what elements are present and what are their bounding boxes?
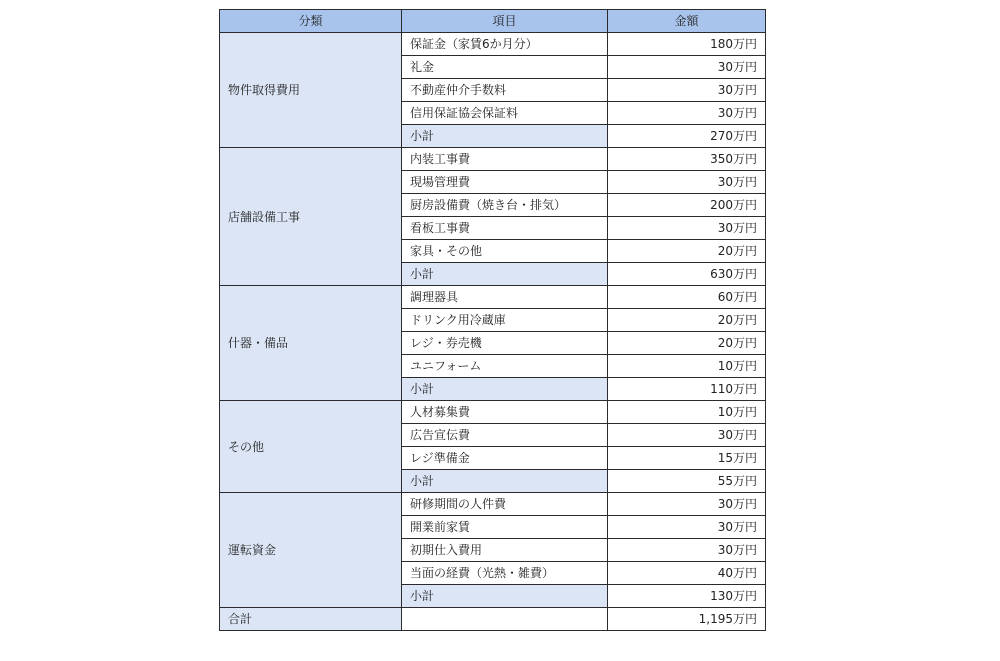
- item-cell: 礼金: [402, 56, 608, 79]
- amount-cell: 30万円: [608, 102, 766, 125]
- category-cell: 店舗設備工事: [220, 148, 402, 286]
- item-cell: ドリンク用冷蔵庫: [402, 309, 608, 332]
- amount-cell: 30万円: [608, 56, 766, 79]
- item-cell: 保証金（家賃6か月分）: [402, 33, 608, 56]
- item-cell: 家具・その他: [402, 240, 608, 263]
- item-cell: 広告宣伝費: [402, 424, 608, 447]
- subtotal-amount: 110万円: [608, 378, 766, 401]
- header-category: 分類: [220, 10, 402, 33]
- item-cell: レジ準備金: [402, 447, 608, 470]
- item-cell: 当面の経費（光熱・雑費）: [402, 562, 608, 585]
- amount-cell: 180万円: [608, 33, 766, 56]
- amount-cell: 20万円: [608, 309, 766, 332]
- table-row: [220, 401, 766, 424]
- subtotal-label: 小計: [402, 470, 608, 493]
- header-row: [220, 10, 766, 33]
- amount-cell: 60万円: [608, 286, 766, 309]
- item-cell: 人材募集費: [402, 401, 608, 424]
- subtotal-amount: 630万円: [608, 263, 766, 286]
- total-row: [220, 608, 766, 631]
- subtotal-label: 小計: [402, 263, 608, 286]
- subtotal-label: 小計: [402, 125, 608, 148]
- header-item: 項目: [402, 10, 608, 33]
- item-cell: 信用保証協会保証料: [402, 102, 608, 125]
- amount-cell: 15万円: [608, 447, 766, 470]
- total-amount: 1,195万円: [608, 608, 766, 631]
- amount-cell: 10万円: [608, 401, 766, 424]
- amount-cell: 30万円: [608, 493, 766, 516]
- amount-cell: 200万円: [608, 194, 766, 217]
- item-cell: ユニフォーム: [402, 355, 608, 378]
- header-amount: 金額: [608, 10, 766, 33]
- subtotal-label: 小計: [402, 378, 608, 401]
- subtotal-amount: 55万円: [608, 470, 766, 493]
- category-cell: 什器・備品: [220, 286, 402, 401]
- item-cell: 厨房設備費（焼き台・排気）: [402, 194, 608, 217]
- item-cell: 看板工事費: [402, 217, 608, 240]
- item-cell: 現場管理費: [402, 171, 608, 194]
- amount-cell: 30万円: [608, 171, 766, 194]
- amount-cell: 350万円: [608, 148, 766, 171]
- table-row: [220, 33, 766, 56]
- item-cell: 研修期間の人件費: [402, 493, 608, 516]
- table-row: [220, 286, 766, 309]
- item-cell: 開業前家賃: [402, 516, 608, 539]
- item-cell: 初期仕入費用: [402, 539, 608, 562]
- amount-cell: 20万円: [608, 240, 766, 263]
- item-cell: レジ・券売機: [402, 332, 608, 355]
- item-cell: 内装工事費: [402, 148, 608, 171]
- total-item-cell: [402, 608, 608, 631]
- startup-cost-table: [219, 9, 766, 631]
- subtotal-amount: 130万円: [608, 585, 766, 608]
- category-cell: 物件取得費用: [220, 33, 402, 148]
- table-row: [220, 148, 766, 171]
- total-label: 合計: [220, 608, 402, 631]
- amount-cell: 30万円: [608, 516, 766, 539]
- item-cell: 調理器具: [402, 286, 608, 309]
- item-cell: 不動産仲介手数料: [402, 79, 608, 102]
- amount-cell: 10万円: [608, 355, 766, 378]
- subtotal-label: 小計: [402, 585, 608, 608]
- amount-cell: 40万円: [608, 562, 766, 585]
- table-row: [220, 493, 766, 516]
- category-cell: その他: [220, 401, 402, 493]
- amount-cell: 30万円: [608, 217, 766, 240]
- category-cell: 運転資金: [220, 493, 402, 608]
- amount-cell: 30万円: [608, 79, 766, 102]
- amount-cell: 30万円: [608, 424, 766, 447]
- amount-cell: 30万円: [608, 539, 766, 562]
- amount-cell: 20万円: [608, 332, 766, 355]
- subtotal-amount: 270万円: [608, 125, 766, 148]
